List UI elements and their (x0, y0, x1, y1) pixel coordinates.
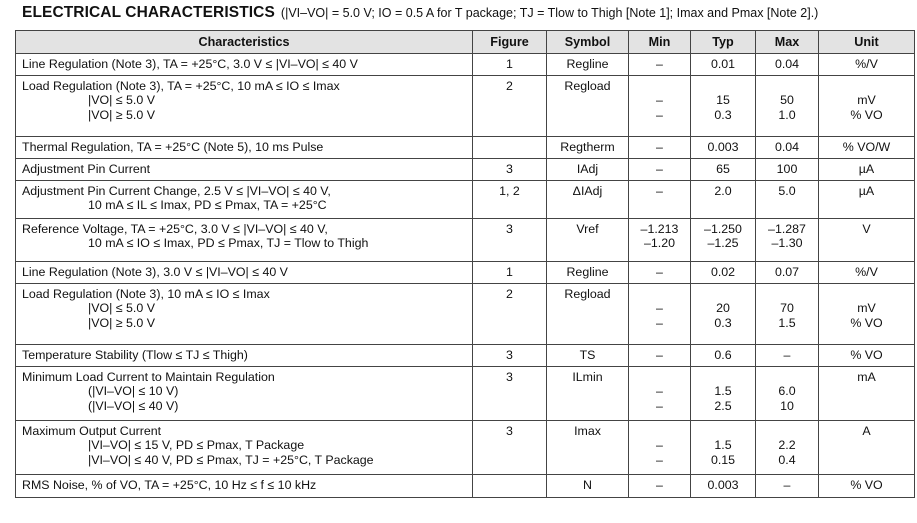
characteristic-cell (16, 421, 473, 475)
figure-cell: 3 (473, 367, 547, 421)
table-row (16, 159, 915, 181)
min-value: – (656, 398, 663, 413)
characteristic-line: Temperature Stability (Tlow ≤ TJ ≤ Thigh) (22, 348, 248, 362)
typ-value: 2.0 (714, 184, 732, 198)
typ-cell (691, 421, 756, 475)
max-value: 5.0 (778, 184, 796, 198)
typ-value (693, 287, 753, 301)
column-header: Figure (473, 31, 547, 54)
unit-value: mV (857, 301, 876, 316)
figure-cell: 3 (473, 421, 547, 475)
table-row (16, 262, 915, 284)
min-value: –1.213 (640, 222, 679, 236)
min-cell (629, 475, 691, 498)
characteristic-line: |VI–VO| ≤ 15 V, PD ≤ Pmax, T Package (88, 438, 305, 453)
max-value: –1.30 (771, 236, 803, 251)
table-row (16, 137, 915, 159)
min-cell (629, 367, 691, 421)
min-value: – (656, 140, 663, 154)
characteristic-cell (16, 137, 473, 159)
min-value (631, 424, 688, 438)
symbol-cell: TS (547, 345, 629, 367)
unit-cell (819, 475, 915, 498)
min-value (631, 287, 688, 301)
figure-cell: 3 (473, 219, 547, 262)
max-value (758, 370, 816, 384)
unit-cell (819, 54, 915, 76)
symbol-cell: ΔIAdj (547, 181, 629, 219)
characteristic-line: 10 mA ≤ IO ≤ Imax, PD ≤ Pmax, TJ = Tlow to Thigh (88, 236, 369, 251)
characteristic-line: Reference Voltage, TA = +25°C, 3.0 V ≤ |VI–VO| ≤ 40 V, (22, 222, 328, 236)
max-value: 100 (776, 162, 798, 176)
typ-value: 0.003 (707, 140, 739, 154)
unit-cell (819, 181, 915, 219)
unit-value: % VO (850, 348, 883, 362)
characteristic-cell (16, 54, 473, 76)
symbol-cell: Regload (547, 284, 629, 345)
characteristic-line: Load Regulation (Note 3), 10 mA ≤ IO ≤ Imax (22, 287, 270, 301)
unit-cell (819, 367, 915, 421)
unit-cell (819, 76, 915, 137)
characteristic-line: Adjustment Pin Current Change, 2.5 V ≤ |VI–VO| ≤ 40 V, (22, 184, 331, 198)
typ-value: 0.6 (714, 348, 732, 362)
typ-value (693, 79, 753, 93)
max-cell (756, 219, 819, 262)
max-cell (756, 475, 819, 498)
min-value: – (656, 348, 663, 362)
symbol-cell: Imax (547, 421, 629, 475)
characteristic-line: |VO| ≤ 5.0 V (88, 301, 155, 316)
symbol-cell: N (547, 475, 629, 498)
characteristic-line: |VI–VO| ≤ 40 V, PD ≤ Pmax, TJ = +25°C, T Package (88, 452, 374, 467)
max-value: –1.287 (768, 222, 806, 236)
typ-cell (691, 284, 756, 345)
max-cell (756, 421, 819, 475)
min-value (631, 370, 688, 384)
min-value: –1.20 (643, 236, 675, 251)
characteristic-line: Adjustment Pin Current (22, 162, 151, 176)
characteristic-cell (16, 345, 473, 367)
table-row (16, 181, 915, 219)
max-cell (756, 137, 819, 159)
characteristic-line: (|VI–VO| ≤ 10 V) (88, 384, 179, 399)
max-value: 1.5 (778, 315, 796, 330)
electrical-characteristics-table (15, 30, 915, 498)
characteristic-line: Load Regulation (Note 3), TA = +25°C, 10 mA ≤ IO ≤ Imax (22, 79, 340, 93)
symbol-cell: Regload (547, 76, 629, 137)
table-row (16, 219, 915, 262)
typ-cell (691, 181, 756, 219)
column-header: Unit (819, 31, 915, 54)
characteristic-line: |VO| ≥ 5.0 V (88, 107, 155, 122)
typ-cell (691, 367, 756, 421)
min-cell (629, 262, 691, 284)
min-cell (629, 181, 691, 219)
typ-value: 0.15 (710, 452, 736, 467)
unit-value (821, 287, 912, 301)
max-cell (756, 284, 819, 345)
max-value (758, 424, 816, 438)
table-row (16, 284, 915, 345)
max-cell (756, 181, 819, 219)
table-row (16, 54, 915, 76)
characteristic-cell (16, 159, 473, 181)
unit-value: µA (858, 162, 875, 176)
column-header: Max (756, 31, 819, 54)
column-header: Characteristics (16, 31, 473, 54)
min-cell (629, 421, 691, 475)
unit-cell (819, 137, 915, 159)
min-value: – (656, 384, 663, 399)
unit-value (821, 79, 912, 93)
characteristic-cell (16, 181, 473, 219)
typ-value: 2.5 (714, 398, 732, 413)
characteristic-line: 10 mA ≤ IL ≤ Imax, PD ≤ Pmax, TA = +25°C (88, 198, 327, 213)
unit-cell (819, 284, 915, 345)
unit-value: % VO (850, 107, 883, 122)
characteristic-line: |VO| ≥ 5.0 V (88, 315, 155, 330)
characteristic-cell (16, 284, 473, 345)
min-cell (629, 137, 691, 159)
max-cell (756, 345, 819, 367)
min-cell (629, 54, 691, 76)
figure-cell: 1, 2 (473, 181, 547, 219)
characteristic-line: Thermal Regulation, TA = +25°C (Note 5), 10 ms Pulse (22, 140, 324, 154)
symbol-cell: IAdj (547, 159, 629, 181)
typ-value: 0.3 (714, 315, 732, 330)
typ-value: 0.003 (707, 478, 739, 492)
characteristic-cell (16, 475, 473, 498)
typ-value (693, 370, 753, 384)
table-row (16, 367, 915, 421)
unit-value: mV (857, 93, 876, 108)
table-row (16, 76, 915, 137)
max-cell (756, 262, 819, 284)
typ-value: 65 (716, 162, 730, 176)
typ-value: 1.5 (714, 438, 732, 453)
characteristic-line: Line Regulation (Note 3), TA = +25°C, 3.0 V ≤ |VI–VO| ≤ 40 V (22, 57, 358, 71)
max-value: – (783, 348, 791, 362)
test-conditions: (|VI–VO| = 5.0 V; IO = 0.5 A for T package; TJ = Tlow to Thigh [Note 1]; Imax and Pmax [Note 2].) (280, 6, 819, 20)
figure-cell (473, 137, 547, 159)
max-value: 70 (780, 301, 794, 316)
min-value: – (656, 57, 663, 71)
characteristic-cell (16, 76, 473, 137)
max-value (758, 287, 816, 301)
unit-value: V (862, 222, 871, 236)
typ-cell (691, 137, 756, 159)
typ-value: –1.25 (707, 236, 739, 251)
table-row (16, 475, 915, 498)
unit-value: mA (857, 370, 876, 384)
typ-value: 0.02 (710, 265, 736, 279)
typ-cell (691, 76, 756, 137)
unit-cell (819, 421, 915, 475)
figure-cell (473, 475, 547, 498)
typ-value: 20 (716, 301, 730, 316)
symbol-cell: Regline (547, 54, 629, 76)
column-header: Symbol (547, 31, 629, 54)
min-value: – (656, 301, 663, 316)
max-value: 0.4 (778, 452, 796, 467)
min-cell (629, 76, 691, 137)
characteristic-cell (16, 262, 473, 284)
typ-cell (691, 219, 756, 262)
max-value: – (783, 478, 791, 492)
max-value: 2.2 (778, 438, 796, 453)
symbol-cell: Regtherm (547, 137, 629, 159)
min-value: – (656, 315, 663, 330)
symbol-cell: Regline (547, 262, 629, 284)
characteristic-line: |VO| ≤ 5.0 V (88, 93, 155, 108)
min-value: – (656, 452, 663, 467)
max-value: 0.04 (774, 57, 800, 71)
figure-cell: 3 (473, 159, 547, 181)
typ-cell (691, 475, 756, 498)
typ-cell (691, 54, 756, 76)
unit-cell (819, 345, 915, 367)
min-value: – (656, 438, 663, 453)
min-value: – (656, 93, 663, 108)
typ-value: 15 (716, 93, 730, 108)
min-cell (629, 345, 691, 367)
typ-value: 0.01 (710, 57, 736, 71)
max-cell (756, 159, 819, 181)
min-cell (629, 159, 691, 181)
max-value: 50 (780, 93, 794, 108)
unit-value: %/V (855, 57, 878, 71)
min-value: – (656, 107, 663, 122)
max-value: 0.04 (774, 140, 800, 154)
unit-value: %/V (855, 265, 878, 279)
unit-value: % VO (850, 315, 883, 330)
section-title (22, 2, 818, 24)
figure-cell: 1 (473, 262, 547, 284)
min-cell (629, 284, 691, 345)
characteristic-line: RMS Noise, % of VO, TA = +25°C, 10 Hz ≤ f ≤ 10 kHz (22, 478, 317, 492)
typ-value: –1.250 (704, 222, 742, 236)
typ-value (693, 424, 753, 438)
typ-value: 0.3 (714, 107, 732, 122)
typ-cell (691, 345, 756, 367)
characteristic-line: (|VI–VO| ≤ 40 V) (88, 398, 179, 413)
max-cell (756, 367, 819, 421)
characteristic-line: Maximum Output Current (22, 424, 162, 438)
unit-cell (819, 219, 915, 262)
unit-value: % VO/W (842, 140, 891, 154)
max-value (758, 79, 816, 93)
section-heading: ELECTRICAL CHARACTERISTICS (22, 4, 275, 21)
figure-cell: 2 (473, 284, 547, 345)
min-value: – (656, 265, 663, 279)
max-value: 6.0 (778, 384, 796, 399)
min-value: – (656, 478, 663, 492)
symbol-cell: ILmin (547, 367, 629, 421)
unit-value: % VO (850, 478, 883, 492)
max-cell (756, 54, 819, 76)
characteristic-cell (16, 367, 473, 421)
typ-value: 1.5 (714, 384, 732, 399)
header-row (16, 31, 915, 54)
column-header: Typ (691, 31, 756, 54)
min-cell (629, 219, 691, 262)
min-value (631, 79, 688, 93)
table-row (16, 345, 915, 367)
symbol-cell: Vref (547, 219, 629, 262)
max-value: 0.07 (774, 265, 800, 279)
unit-value: µA (858, 184, 875, 198)
figure-cell: 3 (473, 345, 547, 367)
characteristic-line: Minimum Load Current to Maintain Regulation (22, 370, 275, 384)
min-value: – (656, 162, 663, 176)
column-header: Min (629, 31, 691, 54)
max-value: 1.0 (778, 107, 796, 122)
max-value: 10 (780, 398, 794, 413)
figure-cell: 2 (473, 76, 547, 137)
unit-value: A (862, 424, 871, 438)
unit-cell (819, 262, 915, 284)
typ-cell (691, 159, 756, 181)
typ-cell (691, 262, 756, 284)
characteristic-cell (16, 219, 473, 262)
min-value: – (656, 184, 663, 198)
table-row (16, 421, 915, 475)
max-cell (756, 76, 819, 137)
characteristic-line: Line Regulation (Note 3), 3.0 V ≤ |VI–VO| ≤ 40 V (22, 265, 288, 279)
figure-cell: 1 (473, 54, 547, 76)
unit-cell (819, 159, 915, 181)
